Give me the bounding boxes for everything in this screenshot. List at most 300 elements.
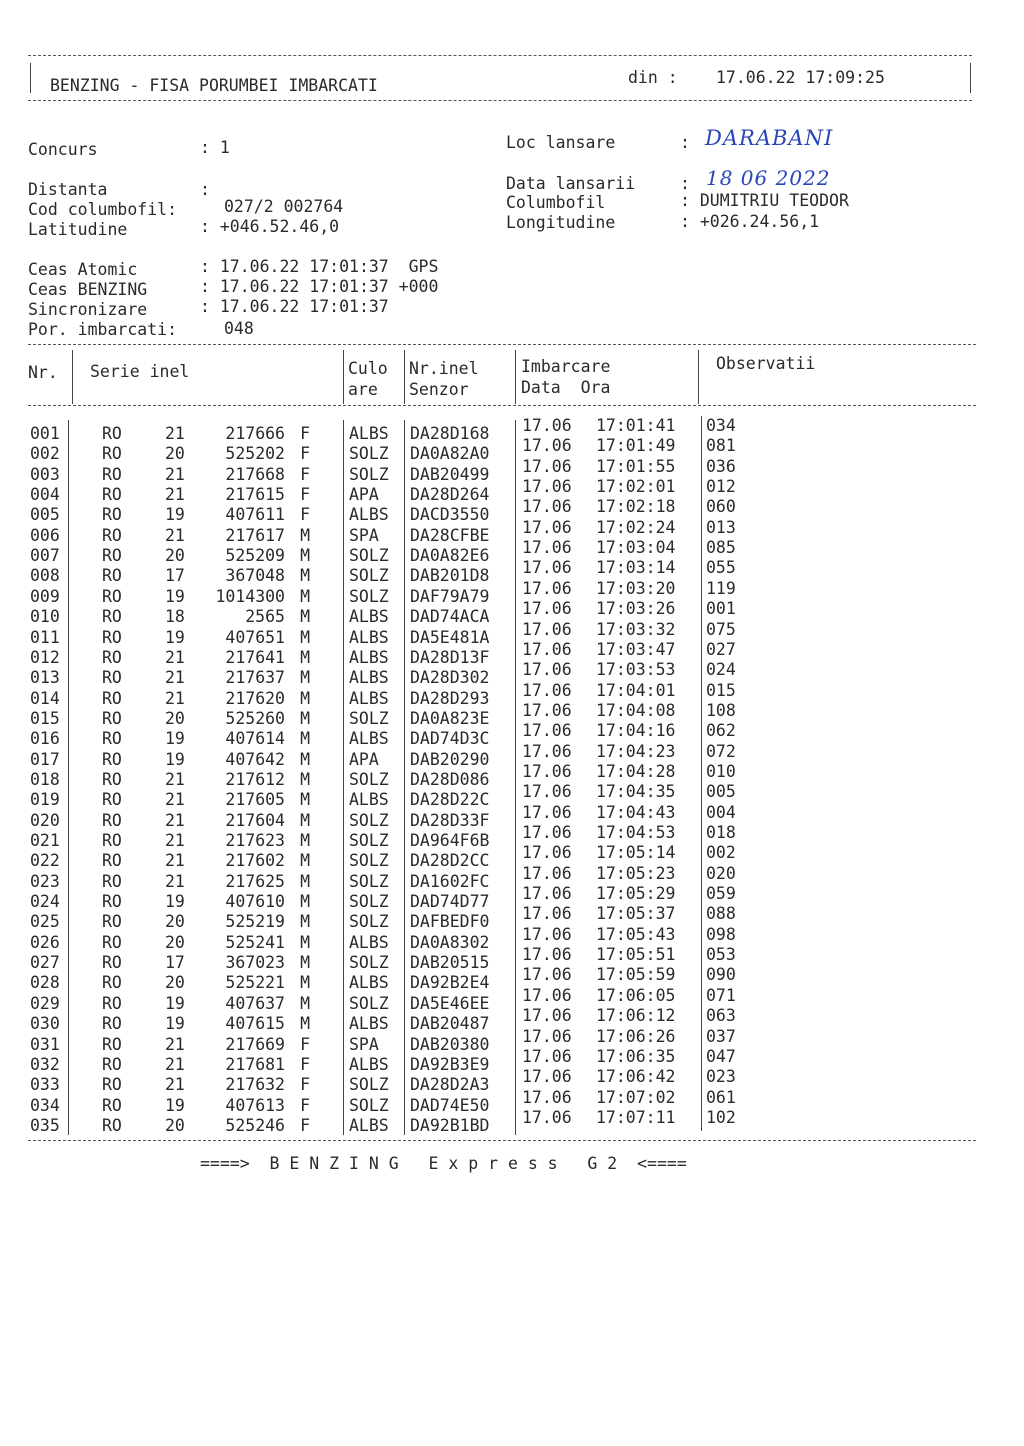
board-time: 17:04:23 xyxy=(596,741,676,761)
ring-country: RO xyxy=(102,1095,122,1115)
table-row xyxy=(0,558,1000,586)
observation: 085 xyxy=(706,538,736,558)
color: APA xyxy=(349,749,379,769)
sensor-id: DAD74ACA xyxy=(410,607,490,627)
ring-country: RO xyxy=(102,1075,122,1095)
board-time: 17:02:24 xyxy=(596,517,676,537)
board-date: 17.06 xyxy=(522,924,572,944)
board-date: 17.06 xyxy=(522,843,572,863)
body-sep-culoare xyxy=(404,420,405,1135)
board-date: 17.06 xyxy=(522,1006,572,1026)
board-time: 17:05:43 xyxy=(596,924,676,944)
ring-year: 21 xyxy=(165,769,185,789)
sensor-id: DA92B1BD xyxy=(410,1115,490,1135)
sensor-id: DAF79A79 xyxy=(410,586,490,606)
table-row xyxy=(0,884,1000,912)
table-row xyxy=(0,416,1000,444)
ring-year: 17 xyxy=(165,566,185,586)
sex: M xyxy=(300,749,310,769)
table-row xyxy=(0,1087,1000,1116)
ring-year: 19 xyxy=(165,1095,185,1115)
board-date: 17.06 xyxy=(522,660,572,680)
observation: 027 xyxy=(706,639,736,659)
ceas-atomic-value: : 17.06.22 17:01:37 GPS xyxy=(200,257,439,276)
col-header-nr-inel: Nr.inel xyxy=(409,359,479,378)
observation: 102 xyxy=(706,1107,736,1127)
sensor-id: DAFBEDF0 xyxy=(410,912,490,932)
board-time: 17:05:51 xyxy=(596,945,676,965)
board-time: 17:01:49 xyxy=(596,436,676,456)
body-sep-sex xyxy=(343,420,344,1135)
ring-number: 217666 xyxy=(225,424,285,443)
ring-year: 21 xyxy=(165,1054,185,1074)
row-number: 034 xyxy=(30,1095,60,1115)
observation: 053 xyxy=(706,945,736,965)
sensor-id: DA0A8302 xyxy=(410,932,490,952)
sex: M xyxy=(300,647,310,667)
ring-year: 21 xyxy=(165,851,185,871)
print-date-value: 17.06.22 17:09:25 xyxy=(716,68,885,87)
document-title: BENZING - FISA PORUMBEI IMBARCATI xyxy=(50,76,378,95)
color: ALBS xyxy=(349,932,389,952)
ring-year: 21 xyxy=(165,464,185,484)
board-date: 17.06 xyxy=(522,477,572,497)
row-number: 025 xyxy=(30,912,60,932)
ring-year: 20 xyxy=(165,1115,185,1135)
color: ALBS xyxy=(349,973,389,993)
ring-country: RO xyxy=(102,749,122,769)
ring-number: 217632 xyxy=(225,1075,285,1095)
observation: 108 xyxy=(706,700,736,720)
table-row xyxy=(0,802,1000,831)
color: SOLZ xyxy=(349,708,389,728)
row-number: 009 xyxy=(30,586,60,606)
table-row xyxy=(0,578,1000,607)
color: ALBS xyxy=(349,1014,389,1034)
observation: 081 xyxy=(706,436,736,456)
loc-lansare-handwritten: DARABANI xyxy=(705,126,834,150)
table-row xyxy=(0,741,1000,770)
ring-year: 19 xyxy=(165,627,185,647)
board-time: 17:03:47 xyxy=(596,639,676,659)
color: ALBS xyxy=(349,505,389,525)
row-number: 010 xyxy=(30,607,60,627)
footer-banner: ====> B E N Z I N G E x p r e s s G 2 <==== xyxy=(200,1154,687,1173)
sex: M xyxy=(300,810,310,830)
sex: F xyxy=(300,1075,310,1095)
board-date: 17.06 xyxy=(522,945,572,965)
ring-number: 367023 xyxy=(225,953,285,973)
observation: 072 xyxy=(706,741,736,761)
color: ALBS xyxy=(349,607,389,627)
ring-year: 19 xyxy=(165,505,185,525)
table-row xyxy=(0,660,1000,688)
header-top-border xyxy=(28,55,972,56)
board-date: 17.06 xyxy=(522,558,572,578)
longitudine-value: : +026.24.56,1 xyxy=(680,212,820,231)
table-row xyxy=(0,700,1000,729)
ring-country: RO xyxy=(102,546,122,566)
row-number: 021 xyxy=(30,831,60,850)
observation: 010 xyxy=(706,761,736,781)
sensor-id: DAB20290 xyxy=(410,749,490,769)
sensor-id: DA5E481A xyxy=(410,627,490,647)
col-header-observatii: Observatii xyxy=(716,354,816,373)
sex: M xyxy=(300,607,310,627)
row-number: 003 xyxy=(30,464,60,484)
sensor-id: DAD74E50 xyxy=(410,1095,490,1115)
ring-year: 19 xyxy=(165,729,185,749)
row-number: 030 xyxy=(30,1014,60,1034)
sex: F xyxy=(300,485,310,505)
board-date: 17.06 xyxy=(522,823,572,842)
ring-country: RO xyxy=(102,505,122,525)
observation: 018 xyxy=(706,823,736,842)
latitudine-value: : +046.52.46,0 xyxy=(200,217,340,236)
columbofil-value: : DUMITRIU TEODOR xyxy=(680,191,849,210)
sex: F xyxy=(300,464,310,484)
ring-year: 21 xyxy=(165,790,185,810)
board-time: 17:03:14 xyxy=(596,558,676,578)
table-row xyxy=(0,965,1000,993)
sensor-id: DA28D264 xyxy=(410,485,490,505)
ring-number: 217623 xyxy=(225,831,285,850)
header-bottom-border xyxy=(28,100,972,101)
table-row xyxy=(0,680,1000,709)
sensor-id: DA28D22C xyxy=(410,790,490,810)
sex: M xyxy=(300,892,310,912)
board-time: 17:04:43 xyxy=(596,802,676,822)
observation: 055 xyxy=(706,558,736,578)
board-date: 17.06 xyxy=(522,985,572,1005)
table-top-border xyxy=(28,344,976,345)
board-date: 17.06 xyxy=(522,741,572,761)
row-number: 031 xyxy=(30,1034,60,1054)
row-number: 006 xyxy=(30,525,60,545)
board-date: 17.06 xyxy=(522,680,572,700)
ring-number: 217620 xyxy=(225,688,285,708)
board-time: 17:06:26 xyxy=(596,1026,676,1046)
observation: 002 xyxy=(706,843,736,863)
ring-year: 21 xyxy=(165,525,185,545)
ring-year: 19 xyxy=(165,993,185,1013)
board-date: 17.06 xyxy=(522,863,572,883)
ring-country: RO xyxy=(102,607,122,627)
table-row xyxy=(0,599,1000,627)
table-row xyxy=(0,823,1000,851)
observation: 015 xyxy=(706,680,736,700)
ring-number: 407615 xyxy=(225,1014,285,1034)
table-row xyxy=(0,538,1000,566)
header-sep-senzor xyxy=(515,350,516,404)
cod-columbofil-label: Cod columbofil: xyxy=(28,200,178,219)
body-sep-senzor xyxy=(515,420,516,1135)
ring-year: 19 xyxy=(165,749,185,769)
ring-number: 525202 xyxy=(225,444,285,464)
ring-country: RO xyxy=(102,790,122,810)
board-time: 17:05:23 xyxy=(596,863,676,883)
observation: 005 xyxy=(706,782,736,802)
ring-country: RO xyxy=(102,525,122,545)
ring-year: 19 xyxy=(165,586,185,606)
row-number: 019 xyxy=(30,790,60,810)
ring-country: RO xyxy=(102,769,122,789)
sensor-id: DAB201D8 xyxy=(410,566,490,586)
sensor-id: DA964F6B xyxy=(410,831,490,850)
table-row xyxy=(0,497,1000,525)
sex: M xyxy=(300,851,310,871)
observation: 001 xyxy=(706,599,736,619)
board-time: 17:05:37 xyxy=(596,904,676,924)
data-lansarii-handwritten: 18 06 2022 xyxy=(706,166,831,190)
sex: M xyxy=(300,586,310,606)
header-sep-imbarcare xyxy=(698,350,699,404)
row-number: 022 xyxy=(30,851,60,871)
ring-year: 21 xyxy=(165,831,185,850)
sex: M xyxy=(300,688,310,708)
board-date: 17.06 xyxy=(522,1026,572,1046)
ring-country: RO xyxy=(102,1014,122,1034)
color: SOLZ xyxy=(349,892,389,912)
board-date: 17.06 xyxy=(522,416,572,435)
ring-country: RO xyxy=(102,668,122,688)
sex: F xyxy=(300,424,310,443)
observation: 090 xyxy=(706,965,736,985)
sex: M xyxy=(300,871,310,891)
observation: 062 xyxy=(706,721,736,741)
row-number: 001 xyxy=(30,424,60,443)
color: SOLZ xyxy=(349,566,389,586)
header-sep-culoare xyxy=(404,350,405,404)
sex: F xyxy=(300,505,310,525)
cod-columbofil-value: 027/2 002764 xyxy=(224,197,344,216)
table-row xyxy=(0,436,1000,464)
row-number: 032 xyxy=(30,1054,60,1074)
sensor-id: DA0A82E6 xyxy=(410,546,490,566)
row-number: 002 xyxy=(30,444,60,464)
ring-number: 407642 xyxy=(225,749,285,769)
board-time: 17:03:32 xyxy=(596,619,676,639)
observation: 119 xyxy=(706,578,736,598)
porumbei-imbarcati-value: 048 xyxy=(224,319,254,338)
observation: 059 xyxy=(706,884,736,904)
board-time: 17:04:35 xyxy=(596,782,676,802)
color: SPA xyxy=(349,525,379,545)
ring-year: 21 xyxy=(165,485,185,505)
table-row xyxy=(0,1046,1000,1075)
table-row xyxy=(0,517,1000,546)
ring-country: RO xyxy=(102,973,122,993)
ring-number: 407651 xyxy=(225,627,285,647)
ring-number: 217668 xyxy=(225,464,285,484)
ring-country: RO xyxy=(102,851,122,871)
table-row xyxy=(0,456,1000,485)
header-sep-nr xyxy=(72,350,73,404)
row-number: 007 xyxy=(30,546,60,566)
color: ALBS xyxy=(349,688,389,708)
sensor-id: DA28CFBE xyxy=(410,525,490,545)
board-date: 17.06 xyxy=(522,517,572,537)
board-time: 17:06:05 xyxy=(596,985,676,1005)
sex: M xyxy=(300,708,310,728)
ring-number: 525219 xyxy=(225,912,285,932)
board-time: 17:07:11 xyxy=(596,1107,676,1127)
row-number: 029 xyxy=(30,993,60,1013)
columbofil-label: Columbofil xyxy=(506,193,606,212)
row-number: 023 xyxy=(30,871,60,891)
color: SOLZ xyxy=(349,871,389,891)
color: ALBS xyxy=(349,647,389,667)
color: ALBS xyxy=(349,1115,389,1135)
color: ALBS xyxy=(349,1054,389,1074)
observation: 063 xyxy=(706,1006,736,1026)
latitudine-label: Latitudine xyxy=(28,220,128,239)
ring-country: RO xyxy=(102,932,122,952)
board-date: 17.06 xyxy=(522,1046,572,1066)
ring-number: 217604 xyxy=(225,810,285,830)
color: SOLZ xyxy=(349,1075,389,1095)
board-time: 17:02:18 xyxy=(596,497,676,517)
table-row xyxy=(0,477,1000,505)
table-row xyxy=(0,1107,1000,1136)
sex: F xyxy=(300,1034,310,1054)
table-row xyxy=(0,945,1000,973)
sex: M xyxy=(300,932,310,952)
sensor-id: DA28D13F xyxy=(410,647,490,667)
row-number: 028 xyxy=(30,973,60,993)
color: SOLZ xyxy=(349,586,389,606)
observation: 061 xyxy=(706,1087,736,1107)
board-time: 17:03:04 xyxy=(596,538,676,558)
table-row xyxy=(0,721,1000,749)
sex: F xyxy=(300,1115,310,1135)
observation: 036 xyxy=(706,456,736,476)
board-time: 17:05:29 xyxy=(596,884,676,904)
ring-number: 217669 xyxy=(225,1034,285,1054)
row-number: 004 xyxy=(30,485,60,505)
sex: M xyxy=(300,790,310,810)
color: SOLZ xyxy=(349,769,389,789)
row-number: 020 xyxy=(30,810,60,830)
board-date: 17.06 xyxy=(522,538,572,558)
observation: 075 xyxy=(706,619,736,639)
observation: 071 xyxy=(706,985,736,1005)
board-date: 17.06 xyxy=(522,619,572,639)
ring-year: 18 xyxy=(165,607,185,627)
observation: 037 xyxy=(706,1026,736,1046)
col-header-data-ora: Data Ora xyxy=(521,378,611,397)
ring-country: RO xyxy=(102,647,122,667)
sensor-id: DAB20487 xyxy=(410,1014,490,1034)
table-row xyxy=(0,619,1000,648)
observation: 013 xyxy=(706,517,736,537)
col-header-culoare-1: Culo xyxy=(348,359,388,378)
col-header-imbarcare: Imbarcare xyxy=(521,357,611,376)
observation: 034 xyxy=(706,416,736,435)
color: ALBS xyxy=(349,729,389,749)
ring-number: 217612 xyxy=(225,769,285,789)
board-time: 17:05:59 xyxy=(596,965,676,985)
color: SOLZ xyxy=(349,1095,389,1115)
ring-year: 21 xyxy=(165,647,185,667)
color: SOLZ xyxy=(349,464,389,484)
table-row xyxy=(0,904,1000,932)
sensor-id: DA28D086 xyxy=(410,769,490,789)
color: ALBS xyxy=(349,668,389,688)
porumbei-imbarcati-label: Por. imbarcati: xyxy=(28,320,178,339)
sex: F xyxy=(300,444,310,464)
ring-country: RO xyxy=(102,1115,122,1135)
table-row xyxy=(0,1006,1000,1034)
sensor-id: DA0A82A0 xyxy=(410,444,490,464)
board-time: 17:05:14 xyxy=(596,843,676,863)
board-date: 17.06 xyxy=(522,884,572,904)
ring-number: 2565 xyxy=(245,607,285,627)
ring-country: RO xyxy=(102,627,122,647)
ring-country: RO xyxy=(102,810,122,830)
sex: M xyxy=(300,668,310,688)
ring-country: RO xyxy=(102,485,122,505)
observation: 088 xyxy=(706,904,736,924)
color: SOLZ xyxy=(349,912,389,932)
color: SOLZ xyxy=(349,444,389,464)
sex: F xyxy=(300,1054,310,1074)
col-header-serie-inel: Serie inel xyxy=(90,362,190,381)
ring-year: 21 xyxy=(165,871,185,891)
ring-country: RO xyxy=(102,953,122,973)
board-date: 17.06 xyxy=(522,599,572,619)
sex: F xyxy=(300,1095,310,1115)
sex: M xyxy=(300,912,310,932)
table-bottom-border xyxy=(28,1140,976,1141)
ring-year: 20 xyxy=(165,444,185,464)
ring-number: 525221 xyxy=(225,973,285,993)
ring-country: RO xyxy=(102,892,122,912)
color: SOLZ xyxy=(349,831,389,850)
board-time: 17:03:53 xyxy=(596,660,676,680)
ring-number: 525260 xyxy=(225,708,285,728)
row-number: 012 xyxy=(30,647,60,667)
ring-country: RO xyxy=(102,424,122,443)
header-sep-serie xyxy=(343,350,344,404)
sensor-id: DA28D302 xyxy=(410,668,490,688)
ceas-atomic-label: Ceas Atomic xyxy=(28,260,138,279)
ring-year: 20 xyxy=(165,973,185,993)
ring-number: 525246 xyxy=(225,1115,285,1135)
board-time: 17:06:42 xyxy=(596,1067,676,1087)
sensor-id: DAB20515 xyxy=(410,953,490,973)
sensor-id: DA28D2A3 xyxy=(410,1075,490,1095)
observation: 004 xyxy=(706,802,736,822)
ceas-benzing-label: Ceas BENZING xyxy=(28,280,148,299)
sex: M xyxy=(300,769,310,789)
ring-number: 407611 xyxy=(225,505,285,525)
ring-country: RO xyxy=(102,1034,122,1054)
sensor-id: DAD74D77 xyxy=(410,892,490,912)
sincronizare-value: : 17.06.22 17:01:37 xyxy=(200,297,389,316)
observation: 047 xyxy=(706,1046,736,1066)
ring-year: 20 xyxy=(165,546,185,566)
table-header-bottom-border xyxy=(28,405,976,406)
board-date: 17.06 xyxy=(522,904,572,924)
color: SOLZ xyxy=(349,546,389,566)
ring-year: 21 xyxy=(165,1034,185,1054)
sensor-id: DA1602FC xyxy=(410,871,490,891)
ring-number: 407637 xyxy=(225,993,285,1013)
sex: M xyxy=(300,729,310,749)
board-time: 17:01:55 xyxy=(596,456,676,476)
sex: M xyxy=(300,525,310,545)
